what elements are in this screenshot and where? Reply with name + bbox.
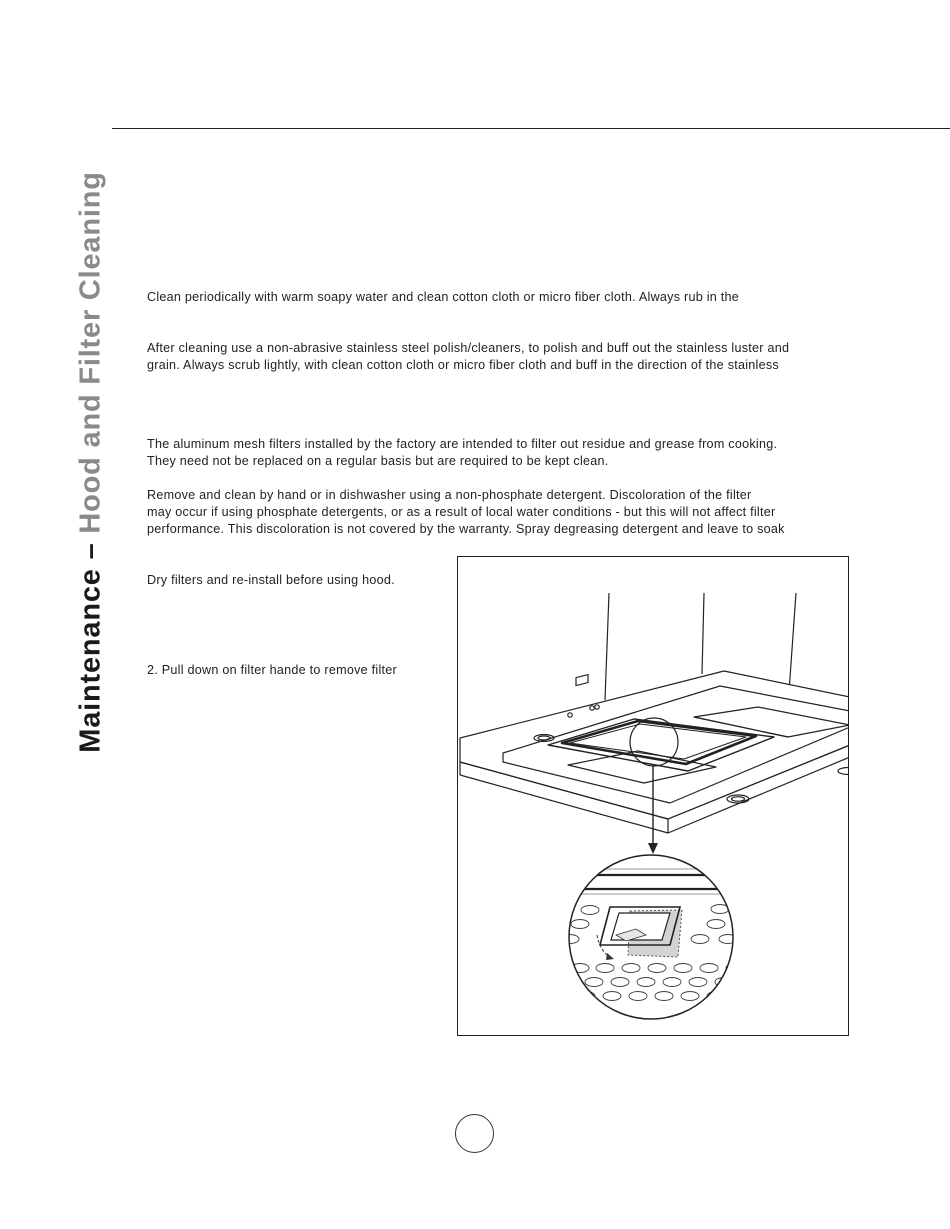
section-title-sub: Hood and Filter Cleaning <box>74 171 107 534</box>
text-line: They need not be replaced on a regular basis but are required to be kept clean. <box>147 454 609 468</box>
text-line: The aluminum mesh filters installed by the factory are intended to filter out residue and grease from cooking. <box>147 437 778 451</box>
text-line: Remove and clean by hand or in dishwasher using a non-phosphate detergent. Discoloration of the filter <box>147 488 752 502</box>
paragraph-dry-filters <box>147 572 395 589</box>
hood-filter-illustration <box>457 556 849 1036</box>
text-line: Clean periodically with warm soapy water and clean cotton cloth or micro fiber cloth. Always rub in the <box>147 290 740 304</box>
page-number-badge <box>455 1114 494 1153</box>
text-line: Dry filters and re-install before using hood. <box>147 573 395 587</box>
text-line: After cleaning use a non-abrasive stainless steel polish/cleaners, to polish and buff out the stainless luster and <box>147 341 790 355</box>
paragraph-clean-periodically <box>147 289 739 306</box>
paragraph-filter-cleaning <box>147 487 785 538</box>
section-title-main: Maintenance – <box>74 533 107 753</box>
text-line: 2. Pull down on filter hande to remove filter <box>147 663 397 677</box>
text-line: may occur if using phosphate detergents, or as a result of local water conditions - but this will not affect filter <box>147 505 776 519</box>
text-line: performance. This discoloration is not covered by the warranty. Spray degreasing detergent and leave to soak <box>147 522 785 536</box>
paragraph-polish <box>147 340 789 374</box>
header-rule <box>112 128 950 129</box>
section-title <box>74 171 107 753</box>
text-line: grain. Always scrub lightly, with clean cotton cloth or micro fiber cloth and buff in the direction of the stainless <box>147 358 779 372</box>
step-pull-filter <box>147 662 397 679</box>
paragraph-filters-intro <box>147 436 777 470</box>
